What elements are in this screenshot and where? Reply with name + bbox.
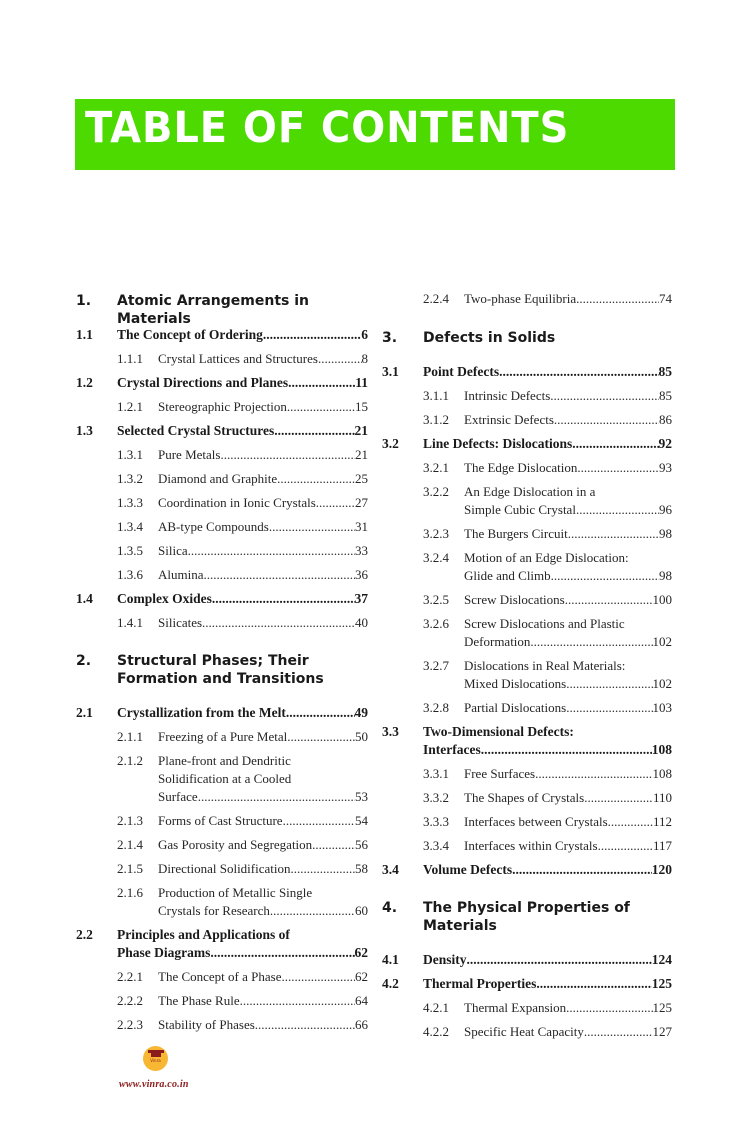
entry-number: 1.3.2 — [117, 471, 143, 486]
dot-leader — [240, 992, 355, 1010]
dot-leader — [565, 591, 653, 609]
page-number: 11 — [355, 375, 368, 390]
chapter-title-line: Formation and Transitions — [117, 671, 324, 687]
entry-title-line: Principles and Applications of — [117, 927, 290, 942]
entry-title-line: The Edge Dislocation — [464, 460, 578, 475]
dot-leader — [608, 813, 653, 831]
dot-leader — [204, 566, 356, 584]
entry-number: 2.1.5 — [117, 861, 143, 876]
dot-leader — [220, 446, 355, 464]
page-number: 92 — [658, 436, 672, 451]
dot-leader — [584, 1023, 653, 1041]
page-number: 36 — [355, 567, 368, 582]
entry-title — [464, 549, 672, 585]
entry-number: 2.1.6 — [117, 885, 143, 900]
entry-number: 3.1 — [382, 364, 399, 379]
entry-number: 2.1.3 — [117, 813, 143, 828]
dot-leader — [512, 861, 652, 879]
entry-title — [423, 435, 672, 453]
entry-title-line: Line Defects: Dislocations — [423, 436, 573, 451]
entry-title-line: Diamond and Graphite — [158, 471, 278, 486]
entry-number: 1. — [76, 293, 92, 309]
page-number: 37 — [354, 591, 368, 606]
dot-leader — [288, 374, 355, 392]
entry-title-line: Dislocations in Real Materials: — [464, 658, 626, 673]
entry-title-line: Point Defects — [423, 364, 500, 379]
entry-title — [158, 992, 368, 1010]
entry-number: 2.2.2 — [117, 993, 143, 1008]
entry-title — [117, 422, 368, 440]
entry-number: 3.3.4 — [423, 838, 449, 853]
entry-title-line: An Edge Dislocation in a — [464, 484, 596, 499]
entry-title — [158, 968, 368, 986]
page-number: 21 — [355, 447, 368, 462]
page-number: 8 — [361, 351, 368, 366]
entry-title — [464, 591, 672, 609]
page-number: 25 — [355, 471, 368, 486]
page-number: 117 — [652, 838, 672, 853]
entry-title-line: The Concept of a Phase — [158, 969, 282, 984]
entry-title-line: Selected Crystal Structures — [117, 423, 275, 438]
page-number: 21 — [354, 423, 368, 438]
entry-number: 1.3.4 — [117, 519, 143, 534]
entry-title-line: Intrinsic Defects — [464, 388, 551, 403]
dot-leader — [212, 590, 355, 608]
page-number: 74 — [659, 291, 672, 306]
dot-leader — [576, 290, 659, 308]
dot-leader — [550, 387, 659, 405]
dot-leader — [269, 518, 355, 536]
entry-title — [158, 860, 368, 878]
page-number: 58 — [355, 861, 368, 876]
entry-title-line: Motion of an Edge Dislocation: — [464, 550, 629, 565]
entry-title-line: Forms of Cast Structure — [158, 813, 283, 828]
dot-leader — [535, 765, 652, 783]
entry-title — [158, 566, 368, 584]
entry-title-line: Solidification at a Cooled — [158, 771, 292, 786]
entry-title — [117, 926, 368, 962]
page-number: 27 — [355, 495, 368, 510]
entry-title — [464, 789, 672, 807]
page-number: 33 — [355, 543, 368, 558]
entry-title-line: Crystallization from the Melt — [117, 705, 286, 720]
entry-number: 1.4.1 — [117, 615, 143, 630]
entry-number: 1.1.1 — [117, 351, 143, 366]
entry-title — [158, 494, 368, 512]
chapter-title-line: Structural Phases; Their — [117, 653, 309, 669]
entry-title-line: Specific Heat Capacity — [464, 1024, 584, 1039]
dot-leader — [287, 728, 355, 746]
entry-title-line: Coordination in Ionic Crystals — [158, 495, 316, 510]
entry-title-line: Freezing of a Pure Metal — [158, 729, 288, 744]
entry-title-line: Deformation — [464, 634, 531, 649]
page-number: 100 — [652, 592, 672, 607]
entry-title — [464, 1023, 672, 1041]
entry-number: 2.1.2 — [117, 753, 143, 768]
page-number: 49 — [354, 705, 368, 720]
dot-leader — [291, 860, 356, 878]
entry-title-line: Volume Defects — [423, 862, 513, 877]
entry-title-line: Crystal Directions and Planes — [117, 375, 289, 390]
entry-number: 3.2.1 — [423, 460, 449, 475]
dot-leader — [286, 704, 355, 722]
entry-number: 1.1 — [76, 327, 93, 342]
entry-title — [117, 590, 368, 608]
entry-title-line: Gas Porosity and Segregation — [158, 837, 313, 852]
chapter-title-line: Atomic Arrangements in Materials — [117, 293, 309, 327]
page-number: 103 — [652, 700, 672, 715]
entry-title-line: The Phase Rule — [158, 993, 240, 1008]
page-number: 120 — [651, 862, 672, 877]
entry-title — [464, 765, 672, 783]
entry-number: 3.4 — [382, 862, 399, 877]
entry-number: 1.3.1 — [117, 447, 143, 462]
entry-title — [464, 483, 672, 519]
entry-number: 4. — [382, 900, 398, 916]
entry-number: 4.2.2 — [423, 1024, 449, 1039]
entry-title — [464, 999, 672, 1017]
entry-title-line: Thermal Expansion — [464, 1000, 567, 1015]
entry-number: 3.2.6 — [423, 616, 449, 631]
dot-leader — [577, 459, 659, 477]
entry-title — [464, 615, 672, 651]
dot-leader — [198, 788, 355, 806]
entry-number: 3.2 — [382, 436, 399, 451]
entry-title — [158, 752, 368, 806]
entry-title-line: Two-phase Equilibria — [464, 291, 577, 306]
entry-number: 2. — [76, 653, 92, 669]
entry-number: 2.2.3 — [117, 1017, 143, 1032]
entry-title — [464, 459, 672, 477]
entry-title-line: Plane-front and Dendritic — [158, 753, 291, 768]
dot-leader — [584, 789, 653, 807]
page-number: 62 — [354, 945, 368, 960]
entry-number: 2.1.1 — [117, 729, 143, 744]
dot-leader — [274, 422, 354, 440]
dot-leader — [566, 699, 652, 717]
page-number: 108 — [651, 742, 672, 757]
dot-leader — [188, 542, 355, 560]
dot-leader — [277, 470, 355, 488]
entry-number: 4.1 — [382, 952, 399, 967]
entry-number: 1.3.6 — [117, 567, 143, 582]
page-number: 98 — [659, 526, 672, 541]
entry-number: 3.2.2 — [423, 484, 449, 499]
entry-title-line: Interfaces between Crystals — [464, 814, 608, 829]
entry-number: 2.1.4 — [117, 837, 143, 852]
page-number: 98 — [659, 568, 672, 583]
dot-leader — [530, 633, 652, 651]
page-number: 110 — [652, 790, 672, 805]
entry-title — [423, 899, 672, 935]
dot-leader — [270, 902, 355, 920]
chapter-title-line: Materials — [423, 918, 497, 934]
page-number: 124 — [651, 952, 672, 967]
entry-number: 3.1.2 — [423, 412, 449, 427]
entry-title-line: Mixed Dislocations — [464, 676, 567, 691]
entry-title-line: Crystal Lattices and Structures — [158, 351, 318, 366]
entry-title — [423, 861, 672, 879]
dot-leader — [210, 944, 354, 962]
entry-title-line: Stability of Phases — [158, 1017, 255, 1032]
entry-title — [464, 813, 672, 831]
dot-leader — [318, 350, 362, 368]
chapter-title-line: The Physical Properties of — [423, 900, 630, 916]
entry-number: 3.3.1 — [423, 766, 449, 781]
dot-leader — [572, 435, 658, 453]
entry-title — [158, 1016, 368, 1034]
entry-title-line: Interfaces within Crystals — [464, 838, 598, 853]
page-number: 15 — [355, 399, 368, 414]
entry-number: 1.3.5 — [117, 543, 143, 558]
page-number: 62 — [355, 969, 368, 984]
entry-title — [158, 614, 368, 632]
entry-title — [423, 951, 672, 969]
dot-leader — [481, 741, 652, 759]
page-number: 96 — [659, 502, 672, 517]
page-number: 102 — [652, 634, 672, 649]
entry-title — [158, 542, 368, 560]
logo-text: Vinra — [150, 1057, 161, 1063]
entry-number: 3.2.3 — [423, 526, 449, 541]
entry-title — [158, 728, 368, 746]
entry-title — [158, 812, 368, 830]
page-number: 112 — [652, 814, 672, 829]
entry-title-line: Interfaces — [423, 742, 481, 757]
entry-title-line: The Burgers Circuit — [464, 526, 568, 541]
page-number: 85 — [659, 388, 672, 403]
page-number: 85 — [658, 364, 672, 379]
dot-leader — [554, 411, 659, 429]
entry-title — [158, 446, 368, 464]
entry-number: 1.2 — [76, 375, 93, 390]
dot-leader — [467, 951, 652, 969]
dot-leader — [576, 501, 659, 519]
entry-title-line: Partial Dislocations — [464, 700, 567, 715]
entry-title-line: Alumina — [158, 567, 204, 582]
entry-title — [464, 657, 672, 693]
page-number: 54 — [355, 813, 368, 828]
entry-title — [117, 704, 368, 722]
toc-title-banner — [75, 99, 675, 170]
entry-number: 3.2.4 — [423, 550, 449, 565]
dot-leader — [283, 812, 355, 830]
dot-leader — [312, 836, 355, 854]
page-number: 50 — [355, 729, 368, 744]
entry-title-line: Silica — [158, 543, 188, 558]
entry-title — [158, 398, 368, 416]
entry-number: 3.1.1 — [423, 388, 449, 403]
dot-leader — [316, 494, 355, 512]
entry-title — [423, 723, 672, 759]
graduation-cap-icon — [151, 1053, 161, 1057]
entry-title-line: Surface — [158, 789, 198, 804]
page-number: 6 — [361, 327, 368, 342]
entry-title — [117, 326, 368, 344]
entry-title-line: Phase Diagrams — [117, 945, 211, 960]
entry-title-line: Silicates — [158, 615, 203, 630]
entry-title-line: Directional Solidification — [158, 861, 291, 876]
entry-title-line: The Concept of Ordering — [117, 327, 263, 342]
dot-leader — [551, 567, 659, 585]
entry-title — [464, 387, 672, 405]
entry-number: 1.4 — [76, 591, 93, 606]
entry-title — [158, 518, 368, 536]
entry-number: 1.3.3 — [117, 495, 143, 510]
page-number: 56 — [355, 837, 368, 852]
page-number: 64 — [355, 993, 368, 1008]
entry-title — [117, 374, 368, 392]
entry-title-line: Free Surfaces — [464, 766, 536, 781]
dot-leader — [255, 1016, 355, 1034]
entry-title-line: Pure Metals — [158, 447, 221, 462]
entry-number: 2.2.4 — [423, 291, 449, 306]
page-number: 125 — [652, 1000, 672, 1015]
page-number: 60 — [355, 903, 368, 918]
page-number: 102 — [652, 676, 672, 691]
graduation-cap-logo-icon — [143, 1046, 168, 1071]
dot-leader — [499, 363, 658, 381]
page-number: 31 — [355, 519, 368, 534]
entry-title — [423, 329, 672, 347]
page-number: 86 — [659, 412, 672, 427]
entry-number: 3.3.2 — [423, 790, 449, 805]
entry-number: 3.2.8 — [423, 700, 449, 715]
page-number: 53 — [355, 789, 368, 804]
chapter-title-line: Defects in Solids — [423, 330, 556, 346]
entry-title-line: Complex Oxides — [117, 591, 212, 606]
entry-title-line: Production of Metallic Single — [158, 885, 313, 900]
dot-leader — [281, 968, 355, 986]
entry-number: 3.2.5 — [423, 592, 449, 607]
page-number: 127 — [652, 1024, 672, 1039]
entry-number: 1.2.1 — [117, 399, 143, 414]
entry-number: 3. — [382, 330, 398, 346]
entry-title-line: Stereographic Projection — [158, 399, 287, 414]
entry-number: 3.3.3 — [423, 814, 449, 829]
page-number: 108 — [652, 766, 672, 781]
entry-title-line: Thermal Properties — [423, 976, 537, 991]
dot-leader — [202, 614, 355, 632]
dot-leader — [598, 837, 653, 855]
page-number: 93 — [659, 460, 672, 475]
dot-leader — [287, 398, 355, 416]
entry-number: 2.1 — [76, 705, 93, 720]
entry-title — [117, 652, 368, 688]
entry-title — [158, 884, 368, 920]
dot-leader — [566, 675, 652, 693]
page-number: 40 — [355, 615, 368, 630]
entry-title — [464, 290, 672, 308]
page-number: 66 — [355, 1017, 368, 1032]
entry-title-line: AB-type Compounds — [158, 519, 269, 534]
entry-number: 2.2.1 — [117, 969, 143, 984]
entry-title-line: The Shapes of Crystals — [464, 790, 585, 805]
entry-title — [464, 525, 672, 543]
dot-leader — [536, 975, 651, 993]
entry-title-line: Screw Dislocations — [464, 592, 565, 607]
entry-title — [158, 350, 368, 368]
dot-leader — [566, 999, 652, 1017]
entry-title-line: Density — [423, 952, 467, 967]
entry-number: 3.3 — [382, 724, 399, 739]
entry-title — [158, 470, 368, 488]
entry-title-line: Simple Cubic Crystal — [464, 502, 576, 517]
entry-title — [464, 699, 672, 717]
page-number: 125 — [651, 976, 672, 991]
entry-number: 1.3 — [76, 423, 93, 438]
entry-number: 4.2 — [382, 976, 399, 991]
dot-leader — [568, 525, 659, 543]
dot-leader — [263, 326, 361, 344]
entry-title-line: Screw Dislocations and Plastic — [464, 616, 625, 631]
entry-number: 4.2.1 — [423, 1000, 449, 1015]
site-url-link[interactable]: www.vinra.co.in — [119, 1079, 189, 1090]
entry-title-line: Two-Dimensional Defects: — [423, 724, 574, 739]
entry-number: 2.2 — [76, 927, 93, 942]
entry-title — [423, 975, 672, 993]
entry-title — [158, 836, 368, 854]
entry-title — [117, 292, 368, 328]
entry-title — [464, 837, 672, 855]
entry-number: 3.2.7 — [423, 658, 449, 673]
entry-title-line: Glide and Climb — [464, 568, 551, 583]
entry-title-line: Extrinsic Defects — [464, 412, 554, 427]
page-title: TABLE OF CONTENTS — [85, 103, 570, 153]
entry-title — [423, 363, 672, 381]
entry-title-line: Crystals for Research — [158, 903, 270, 918]
entry-title — [464, 411, 672, 429]
